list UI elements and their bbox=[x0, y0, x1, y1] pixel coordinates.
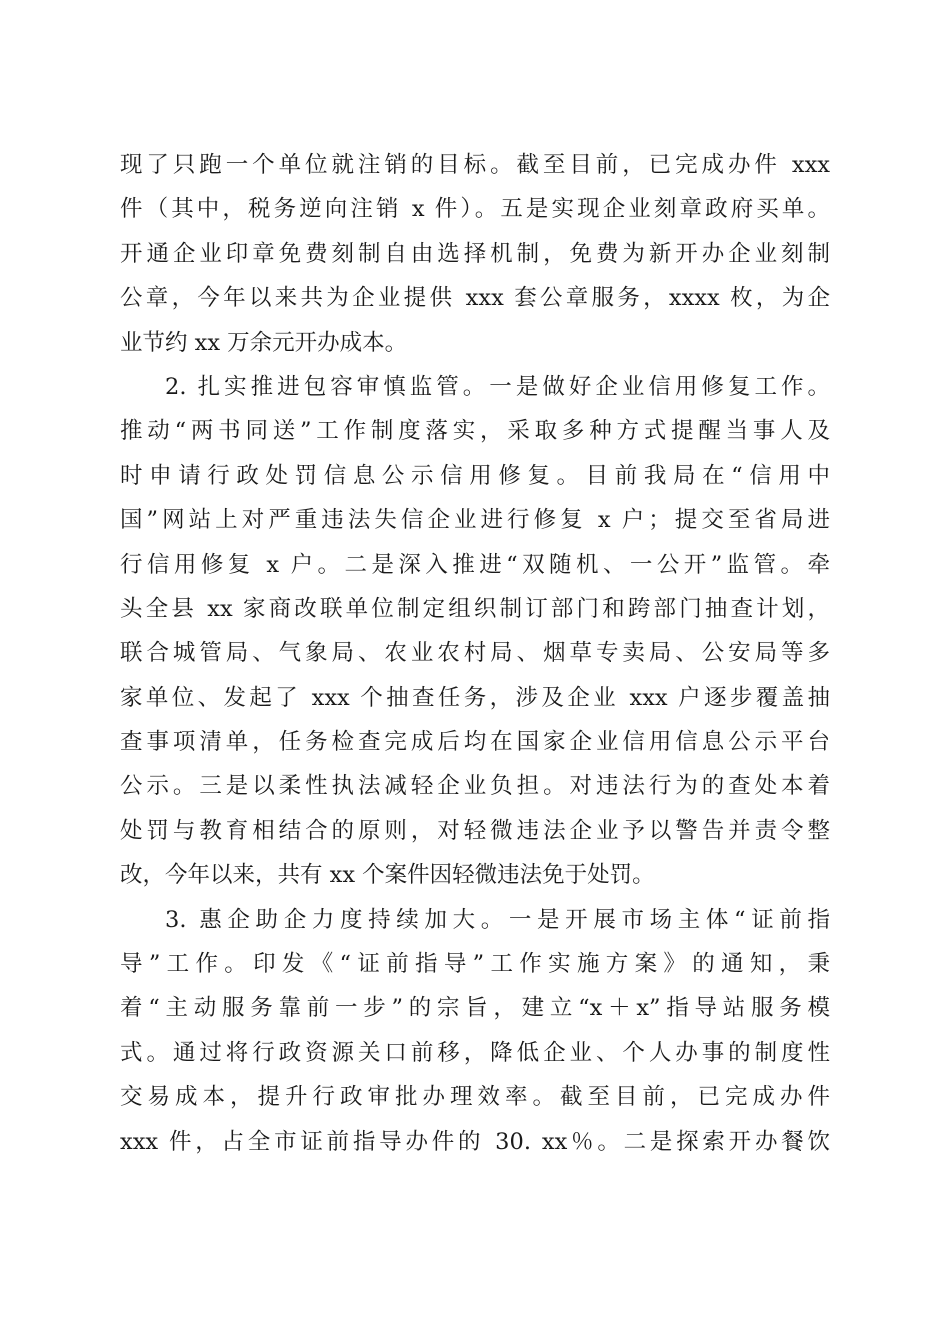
text-line: 件（其中，税务逆向注销 x 件）。五是实现企业刻章政府买单。 bbox=[120, 196, 830, 223]
text-line: 改，今年以来，共有 xx 个案件因轻微违法免于处罚。 bbox=[120, 862, 655, 889]
text-line: 行信用修复 x 户。二是深入推进“双随机、一公开”监管。牵 bbox=[120, 551, 830, 578]
document-body bbox=[120, 143, 830, 1164]
text-line: 头全县 xx 家商改联单位制定组织制订部门和跨部门抽查计划， bbox=[120, 595, 830, 622]
section-heading-line: 3. 惠企助企力度持续加大。一是开展市场主体“证前指 bbox=[165, 906, 830, 933]
text-line: xxx 件，占全市证前指导办件的 30. xx％。二是探索开办餐饮 bbox=[120, 1128, 830, 1155]
text-line: 查事项清单，任务检查完成后均在国家企业信用信息公示平台 bbox=[120, 729, 830, 756]
text-line: 现了只跑一个单位就注销的目标。截至目前，已完成办件 xxx bbox=[120, 152, 830, 178]
text-line: 家单位、发起了 xxx 个抽查任务，涉及企业 xxx 户逐步覆盖抽 bbox=[120, 684, 830, 711]
text-line: 国”网站上对严重违法失信企业进行修复 x 户；提交至省局进 bbox=[120, 507, 830, 534]
text-line: 联合城管局、气象局、农业农村局、烟草专卖局、公安局等多 bbox=[120, 640, 830, 667]
text-line: 公示。三是以柔性执法减轻企业负担。对违法行为的查处本着 bbox=[120, 773, 830, 800]
text-line: 着“主动服务靠前一步”的宗旨，建立“x＋x”指导站服务模 bbox=[120, 995, 830, 1022]
text-line: 业节约 xx 万余元开办成本。 bbox=[120, 329, 408, 356]
text-line: 交易成本，提升行政审批办理效率。截至目前，已完成办件 bbox=[120, 1084, 830, 1111]
text-line: 推动“两书同送”工作制度落实，采取多种方式提醒当事人及 bbox=[120, 418, 830, 445]
text-line: 开通企业印章免费刻制自由选择机制，免费为新开办企业刻制 bbox=[120, 240, 830, 267]
text-line: 处罚与教育相结合的原则，对轻微违法企业予以警告并责令整 bbox=[120, 817, 830, 844]
section-heading-line: 2. 扎实推进包容审慎监管。一是做好企业信用修复工作。 bbox=[165, 373, 830, 400]
text-line: 式。通过将行政资源关口前移，降低企业、个人办事的制度性 bbox=[120, 1039, 830, 1066]
text-line: 时申请行政处罚信息公示信用修复。目前我局在“信用中 bbox=[120, 462, 830, 489]
text-line: 公章，今年以来共为企业提供 xxx 套公章服务，xxxx 枚，为企 bbox=[120, 285, 830, 312]
text-line: 导”工作。印发《“证前指导”工作实施方案》的通知，秉 bbox=[120, 951, 830, 978]
